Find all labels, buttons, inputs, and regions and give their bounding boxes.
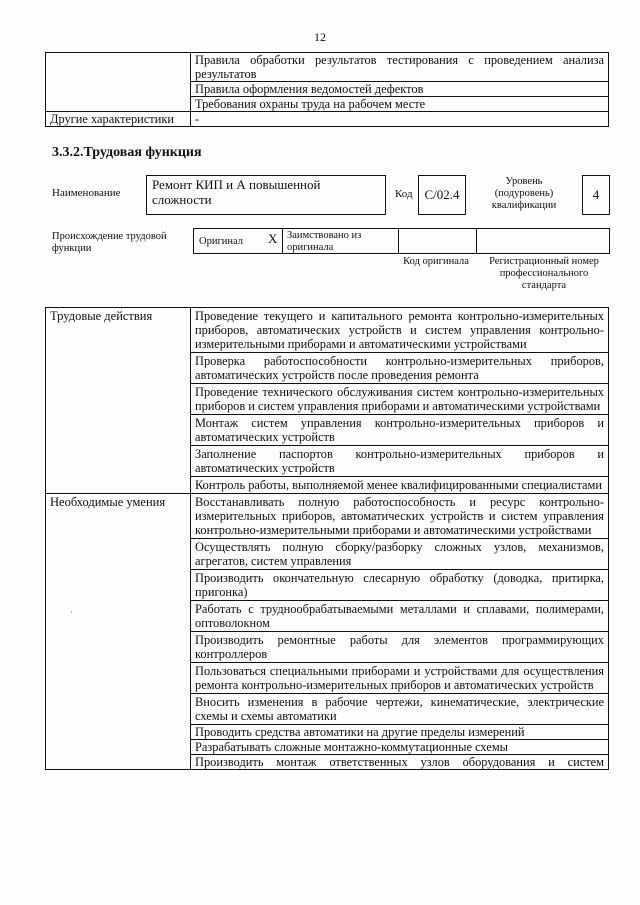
original-mark: X — [268, 231, 278, 246]
code-original-label: Код оригинала — [403, 256, 469, 267]
knowledge-continuation-table — [45, 52, 609, 127]
knowledge-item: Требования охраны труда на рабочем месте — [191, 97, 609, 112]
page-number: 12 — [314, 30, 326, 44]
function-name-box: Ремонт КИП и А повышенной сложности — [146, 175, 386, 215]
skill-item: Проводить средства автоматики на другие пределы измерений — [191, 725, 609, 740]
labor-actions-label: Трудовые действия — [46, 308, 191, 494]
original-cell — [193, 228, 283, 254]
reg-number-cell — [476, 228, 610, 254]
empty-category-cell — [46, 82, 191, 97]
level-box: 4 — [582, 175, 610, 215]
empty-category-cell — [46, 97, 191, 112]
skill-item: Производить монтаж ответственных узлов оборудования и систем — [191, 755, 609, 770]
skill-item: Восстанавливать полную работоспособность и ресурс контрольно-измерительных приборов, автоматических устройств и систем управления контрольно-измерительными приборами и автоматическими устройствами — [191, 494, 609, 539]
labor-action-item: Контроль работы, выполняемой менее квалифицированными специалистами — [191, 477, 609, 494]
labor-action-item: Заполнение паспортов контрольно-измерительных приборов и автоматических устройств — [191, 446, 609, 477]
skill-item: Производить окончательную слесарную обработку (доводка, притирка, пригонка) — [191, 570, 609, 601]
other-characteristics-value: - — [191, 112, 609, 127]
labor-action-item: Проведение текущего и капитального ремонта контрольно-измерительных приборов, автоматических устройств и систем управления контрольно-измерительными приборами и автоматическими устройствами — [191, 308, 609, 353]
name-label: Наименование — [52, 187, 121, 199]
skill-item: Производить ремонтные работы для элементов программирующих контроллеров — [191, 632, 609, 663]
origin-label: Происхождение трудовой функции — [52, 231, 167, 254]
skill-item: Осуществлять полную сборку/разборку сложных узлов, механизмов, агрегатов, систем управления — [191, 539, 609, 570]
original-label: Оригинал — [199, 236, 243, 247]
knowledge-item: Правила обработки результатов тестирования с проведением анализа результатов — [191, 53, 609, 82]
skills-label: Необходимые умения — [46, 494, 191, 770]
reg-number-label: Регистрационный номер профессионального стандарта — [489, 256, 599, 291]
labor-function-table — [45, 307, 609, 770]
labor-action-item: Проверка работоспособности контрольно-измерительных приборов, автоматических устройств после проведения ремонта — [191, 353, 609, 384]
skill-item: Работать с труднообрабатываемыми металлами и сплавами, полимерами, оптоволокном — [191, 601, 609, 632]
scan-mark: ˈ — [70, 610, 74, 621]
section-title: 3.3.2.Трудовая функция — [52, 145, 202, 160]
skill-item: Вносить изменения в рабочие чертежи, кинематические, электрические схемы и схемы автоматики — [191, 694, 609, 725]
empty-category-cell — [46, 53, 191, 82]
code-label: Код — [395, 188, 413, 200]
labor-action-item: Монтаж систем управления контрольно-измерительных приборов и автоматических устройств — [191, 415, 609, 446]
labor-action-item: Проведение технического обслуживания систем контрольно-измерительных приборов и систем управления приборами и автоматическими устройствами — [191, 384, 609, 415]
skill-item: Пользоваться специальными приборами и устройствами для осуществления ремонта контрольно-измерительных приборов и автоматических устройств — [191, 663, 609, 694]
code-box: C/02.4 — [418, 175, 466, 215]
skill-item: Разрабатывать сложные монтажно-коммутационные схемы — [191, 740, 609, 755]
code-original-cell — [398, 228, 477, 254]
other-characteristics-label: Другие характеристики — [46, 112, 191, 127]
knowledge-item: Правила оформления ведомостей дефектов — [191, 82, 609, 97]
borrowed-cell: Заимствовано из оригинала — [282, 228, 399, 254]
level-label: Уровень (подуровень) квалификации — [491, 176, 557, 211]
